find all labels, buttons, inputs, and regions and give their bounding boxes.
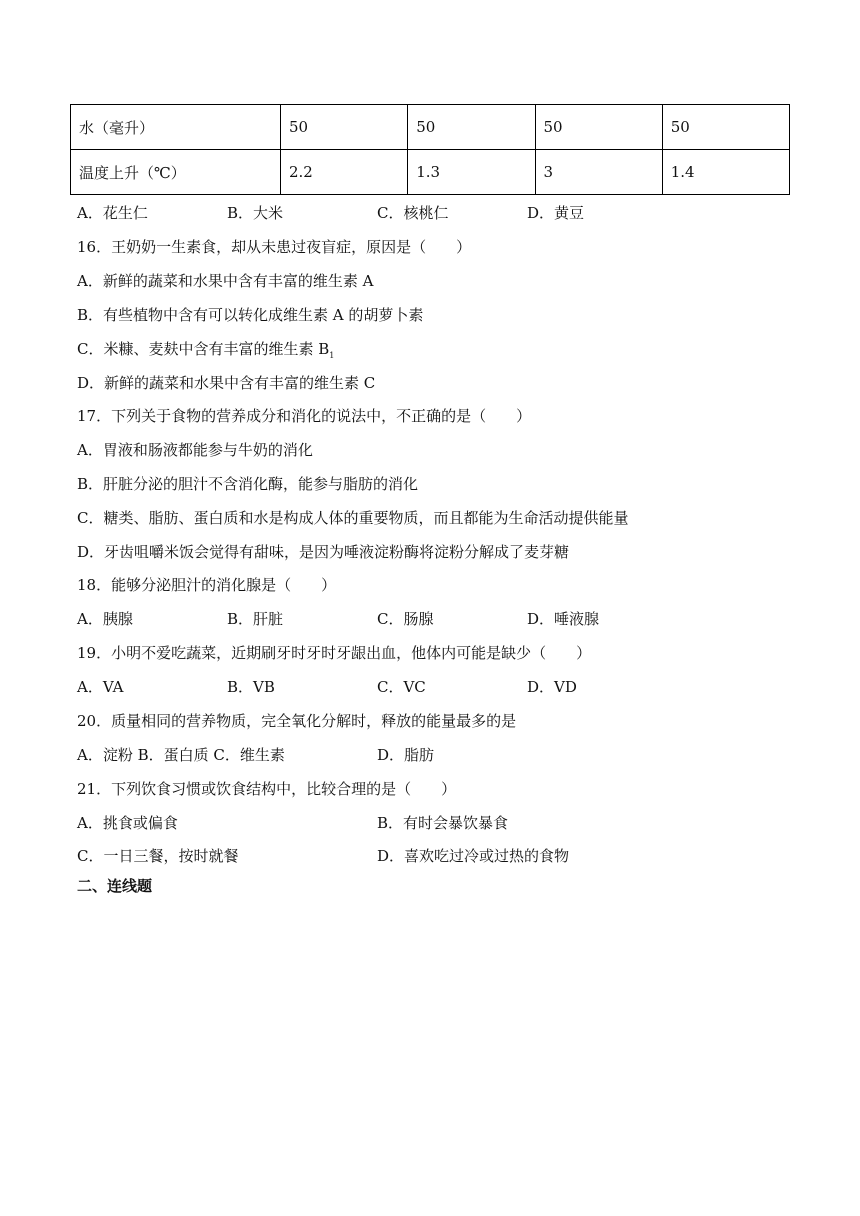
q21-options-row2 (77, 846, 797, 866)
table-cell: 2.2 (281, 150, 408, 195)
q16-option-a: A．新鲜的蔬菜和水果中含有丰富的维生素 A (77, 272, 374, 290)
option-a: A．挑食或偏食 (77, 814, 178, 832)
table-cell: 50 (408, 105, 535, 150)
option-b: B．肝脏 (227, 610, 284, 628)
q16-option-c (77, 339, 334, 366)
q21-stem: 21．下列饮食习惯或饮食结构中，比较合理的是（ ） (77, 780, 457, 798)
option-b: B．VB (227, 678, 275, 696)
q20-stem: 20．质量相同的营养物质，完全氧化分解时，释放的能量最多的是 (77, 712, 517, 730)
table-cell: 1.3 (408, 150, 535, 195)
option-c: C．VC (377, 678, 426, 696)
q16-option-c-text: C．米糠、麦麸中含有丰富的维生素 B (77, 340, 330, 358)
q18-stem: 18．能够分泌胆汁的消化腺是（ ） (77, 576, 337, 594)
option-c: C．一日三餐，按时就餐 (77, 847, 239, 865)
table-row (71, 150, 790, 195)
experiment-table (70, 104, 790, 195)
option-c: C．核桃仁 (377, 204, 449, 222)
q16-option-b: B．有些植物中含有可以转化成维生素 A 的胡萝卜素 (77, 306, 424, 324)
q15-options (77, 203, 797, 223)
option-b: B．大米 (227, 204, 284, 222)
q17-stem: 17．下列关于食物的营养成分和消化的说法中，不正确的是（ ） (77, 407, 532, 425)
option-d: D．黄豆 (527, 204, 585, 222)
option-a: A．胰腺 (77, 610, 133, 628)
table-cell: 3 (535, 150, 662, 195)
option-d: D．脂肪 (377, 746, 435, 764)
section-heading: 二、连线题 (77, 877, 153, 895)
option-d: D．唾液腺 (527, 610, 600, 628)
q18-options (77, 609, 797, 629)
q17-option-b: B．肝脏分泌的胆汁不含消化酶，能参与脂肪的消化 (77, 475, 419, 493)
table-cell: 1.4 (662, 150, 789, 195)
option-a: A．VA (77, 678, 124, 696)
option-c: C．肠腺 (377, 610, 434, 628)
subscript: 1 (329, 351, 335, 360)
row-label: 水（毫升） (71, 105, 281, 150)
table-cell: 50 (281, 105, 408, 150)
row-label: 温度上升（℃） (71, 150, 281, 195)
q16-option-d: D．新鲜的蔬菜和水果中含有丰富的维生素 C (77, 374, 376, 392)
q19-stem: 19．小明不爱吃蔬菜，近期刷牙时牙时牙龈出血，他体内可能是缺少（ ） (77, 644, 592, 662)
q19-options (77, 677, 797, 697)
q16-stem: 16．王奶奶一生素食，却从未患过夜盲症，原因是（ ） (77, 238, 472, 256)
option-d: D．VD (527, 678, 577, 696)
q17-option-c: C．糖类、脂肪、蛋白质和水是构成人体的重要物质，而且都能为生命活动提供能量 (77, 509, 629, 527)
q17-option-a: A．胃液和肠液都能参与牛奶的消化 (77, 441, 313, 459)
q20-options (77, 745, 797, 765)
option-b: B．有时会暴饮暴食 (377, 814, 509, 832)
q21-options-row1 (77, 813, 797, 833)
q17-option-d: D．牙齿咀嚼米饭会觉得有甜味，是因为唾液淀粉酶将淀粉分解成了麦芽糖 (77, 543, 570, 561)
option-a: A．花生仁 (77, 204, 148, 222)
table-row (71, 105, 790, 150)
option-d: D．喜欢吃过冷或过热的食物 (377, 847, 570, 865)
options-abc: A．淀粉 B．蛋白质 C．维生素 (77, 746, 285, 764)
table-cell: 50 (535, 105, 662, 150)
table-cell: 50 (662, 105, 789, 150)
